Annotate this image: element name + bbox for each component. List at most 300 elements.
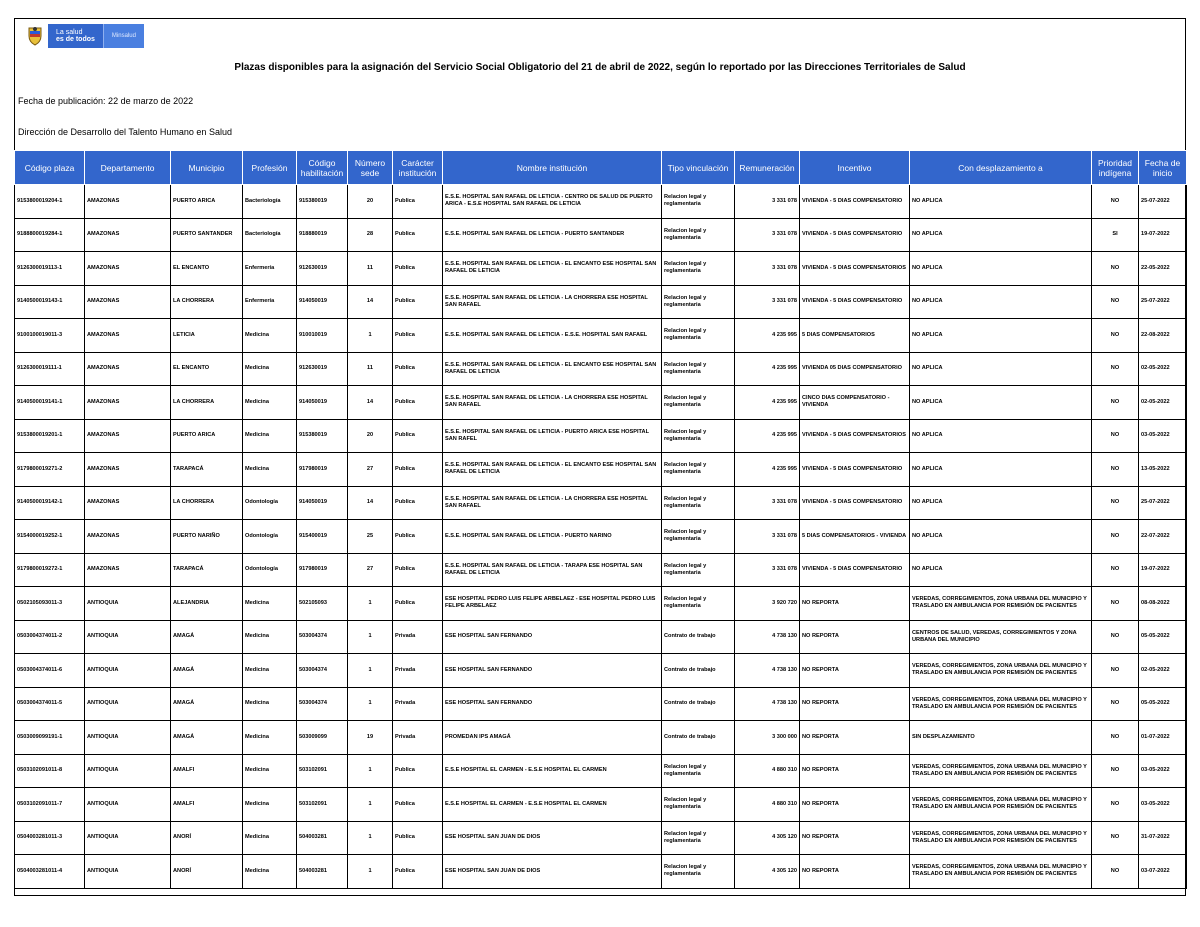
cell-caracter-institucion: Publica bbox=[393, 319, 443, 353]
cell-departamento: ANTIOQUIA bbox=[85, 721, 171, 755]
cell-caracter-institucion: Privada bbox=[393, 620, 443, 654]
cell-fecha-inicio: 02-05-2022 bbox=[1139, 352, 1187, 386]
cell-nombre-institucion: E.S.E. HOSPITAL SAN RAFAEL DE LETICIA - TARAPA ESE HOSPITAL SAN RAFAEL DE LETICIA bbox=[443, 553, 662, 587]
cell-tipo-vinculacion: Relacion legal y reglamentaria bbox=[662, 218, 735, 252]
cell-caracter-institucion: Privada bbox=[393, 687, 443, 721]
cell-codigo-habilitacion: 914050019 bbox=[297, 285, 348, 319]
cell-municipio: LA CHORRERA bbox=[171, 386, 243, 420]
cell-tipo-vinculacion: Relacion legal y reglamentaria bbox=[662, 285, 735, 319]
cell-municipio: AMALFI bbox=[171, 754, 243, 788]
cell-fecha-inicio: 25-07-2022 bbox=[1139, 486, 1187, 520]
cell-numero-sede: 1 bbox=[348, 855, 393, 889]
cell-fecha-inicio: 25-07-2022 bbox=[1139, 285, 1187, 319]
header-fecha-inicio: Fecha de inicio bbox=[1139, 151, 1187, 185]
cell-desplazamiento: NO APLICA bbox=[910, 218, 1092, 252]
cell-departamento: ANTIOQUIA bbox=[85, 654, 171, 688]
slogan-line-2: es de todos bbox=[56, 36, 95, 43]
cell-profesion: Medicina bbox=[243, 687, 297, 721]
cell-tipo-vinculacion: Relacion legal y reglamentaria bbox=[662, 587, 735, 621]
cell-numero-sede: 14 bbox=[348, 486, 393, 520]
cell-incentivo: NO REPORTA bbox=[800, 821, 910, 855]
cell-numero-sede: 19 bbox=[348, 721, 393, 755]
cell-desplazamiento: NO APLICA bbox=[910, 386, 1092, 420]
cell-profesion: Medicina bbox=[243, 386, 297, 420]
cell-prioridad-indigena: NO bbox=[1092, 754, 1139, 788]
cell-prioridad-indigena: NO bbox=[1092, 486, 1139, 520]
cell-profesion: Medicina bbox=[243, 855, 297, 889]
cell-codigo-plaza: 0503004374011-2 bbox=[15, 620, 85, 654]
cell-desplazamiento: VEREDAS, CORREGIMIENTOS, ZONA URBANA DEL MUNICIPIO Y TRASLADO EN AMBULANCIA POR REMISIÓN DE PACIENTES bbox=[910, 654, 1092, 688]
cell-departamento: ANTIOQUIA bbox=[85, 587, 171, 621]
cell-tipo-vinculacion: Relacion legal y reglamentaria bbox=[662, 419, 735, 453]
cell-caracter-institucion: Privada bbox=[393, 721, 443, 755]
cell-profesion: Medicina bbox=[243, 654, 297, 688]
cell-profesion: Medicina bbox=[243, 352, 297, 386]
cell-desplazamiento: NO APLICA bbox=[910, 285, 1092, 319]
cell-remuneracion: 4 235 995 bbox=[735, 453, 800, 487]
cell-numero-sede: 20 bbox=[348, 185, 393, 219]
cell-incentivo: NO REPORTA bbox=[800, 620, 910, 654]
cell-tipo-vinculacion: Contrato de trabajo bbox=[662, 721, 735, 755]
cell-departamento: AMAZONAS bbox=[85, 486, 171, 520]
cell-nombre-institucion: E.S.E. HOSPITAL SAN RAFAEL DE LETICIA - EL ENCANTO ESE HOSPITAL SAN RAFAEL DE LETICIA bbox=[443, 453, 662, 487]
cell-codigo-plaza: 9154000019252-1 bbox=[15, 520, 85, 554]
cell-remuneracion: 4 738 130 bbox=[735, 620, 800, 654]
table-row bbox=[15, 821, 1187, 855]
cell-numero-sede: 11 bbox=[348, 252, 393, 286]
cell-incentivo: VIVIENDA - 5 DIAS COMPENSATORIO bbox=[800, 218, 910, 252]
cell-prioridad-indigena: NO bbox=[1092, 553, 1139, 587]
header-codigo-plaza: Código plaza bbox=[15, 151, 85, 185]
cell-desplazamiento: NO APLICA bbox=[910, 319, 1092, 353]
cell-profesion: Medicina bbox=[243, 587, 297, 621]
cell-municipio: PUERTO ARICA bbox=[171, 419, 243, 453]
cell-departamento: AMAZONAS bbox=[85, 218, 171, 252]
table-row bbox=[15, 654, 1187, 688]
cell-prioridad-indigena: NO bbox=[1092, 386, 1139, 420]
header-incentivo: Incentivo bbox=[800, 151, 910, 185]
cell-codigo-habilitacion: 503004374 bbox=[297, 687, 348, 721]
cell-incentivo: VIVIENDA - 5 DIAS COMPENSATORIO bbox=[800, 553, 910, 587]
cell-numero-sede: 14 bbox=[348, 285, 393, 319]
cell-desplazamiento: SIN DESPLAZAMIENTO bbox=[910, 721, 1092, 755]
cell-incentivo: NO REPORTA bbox=[800, 721, 910, 755]
cell-codigo-plaza: 0503004374011-5 bbox=[15, 687, 85, 721]
cell-municipio: PUERTO NARIÑO bbox=[171, 520, 243, 554]
cell-codigo-habilitacion: 917980019 bbox=[297, 453, 348, 487]
cell-municipio: PUERTO ARICA bbox=[171, 185, 243, 219]
header-nombre-institucion: Nombre institución bbox=[443, 151, 662, 185]
cell-municipio: AMAGÁ bbox=[171, 721, 243, 755]
cell-codigo-plaza: 0503009099191-1 bbox=[15, 721, 85, 755]
cell-desplazamiento: CENTROS DE SALUD, VEREDAS, CORREGIMIENTOS Y ZONA URBANA DEL MUNICIPIO bbox=[910, 620, 1092, 654]
header-departamento: Departamento bbox=[85, 151, 171, 185]
cell-profesion: Medicina bbox=[243, 721, 297, 755]
cell-municipio: EL ENCANTO bbox=[171, 252, 243, 286]
cell-caracter-institucion: Publica bbox=[393, 788, 443, 822]
cell-codigo-plaza: 0504003281011-4 bbox=[15, 855, 85, 889]
cell-codigo-habilitacion: 503102091 bbox=[297, 788, 348, 822]
cell-codigo-habilitacion: 504003281 bbox=[297, 821, 348, 855]
cell-municipio: TARAPACÁ bbox=[171, 553, 243, 587]
cell-incentivo: 5 DIAS COMPENSATORIOS - VIVIENDA bbox=[800, 520, 910, 554]
cell-tipo-vinculacion: Contrato de trabajo bbox=[662, 620, 735, 654]
cell-desplazamiento: NO APLICA bbox=[910, 352, 1092, 386]
cell-numero-sede: 1 bbox=[348, 754, 393, 788]
cell-codigo-plaza: 9153800019201-1 bbox=[15, 419, 85, 453]
cell-codigo-plaza: 9179800019271-2 bbox=[15, 453, 85, 487]
cell-fecha-inicio: 01-07-2022 bbox=[1139, 721, 1187, 755]
cell-tipo-vinculacion: Relacion legal y reglamentaria bbox=[662, 821, 735, 855]
cell-fecha-inicio: 22-05-2022 bbox=[1139, 252, 1187, 286]
cell-tipo-vinculacion: Relacion legal y reglamentaria bbox=[662, 520, 735, 554]
cell-profesion: Medicina bbox=[243, 788, 297, 822]
cell-codigo-habilitacion: 910010019 bbox=[297, 319, 348, 353]
table-row bbox=[15, 620, 1187, 654]
cell-prioridad-indigena: NO bbox=[1092, 821, 1139, 855]
cell-departamento: AMAZONAS bbox=[85, 352, 171, 386]
cell-codigo-habilitacion: 915380019 bbox=[297, 419, 348, 453]
cell-codigo-plaza: 9179800019272-1 bbox=[15, 553, 85, 587]
cell-tipo-vinculacion: Contrato de trabajo bbox=[662, 654, 735, 688]
table-body bbox=[15, 185, 1187, 889]
cell-caracter-institucion: Publica bbox=[393, 252, 443, 286]
cell-numero-sede: 14 bbox=[348, 386, 393, 420]
cell-fecha-inicio: 03-05-2022 bbox=[1139, 419, 1187, 453]
cell-nombre-institucion: ESE HOSPITAL SAN FERNANDO bbox=[443, 687, 662, 721]
directorate-name: Dirección de Desarrollo del Talento Humano en Salud bbox=[18, 127, 232, 137]
cell-desplazamiento: NO APLICA bbox=[910, 520, 1092, 554]
table-row bbox=[15, 252, 1187, 286]
cell-codigo-plaza: 9140500019142-1 bbox=[15, 486, 85, 520]
cell-codigo-habilitacion: 503102091 bbox=[297, 754, 348, 788]
cell-codigo-habilitacion: 503004374 bbox=[297, 620, 348, 654]
cell-fecha-inicio: 02-05-2022 bbox=[1139, 654, 1187, 688]
table-row bbox=[15, 587, 1187, 621]
header-codigo-habilitacion: Código habilitación bbox=[297, 151, 348, 185]
cell-codigo-plaza: 0503004374011-6 bbox=[15, 654, 85, 688]
table-row bbox=[15, 319, 1187, 353]
header-desplazamiento: Con desplazamiento a bbox=[910, 151, 1092, 185]
table-row bbox=[15, 419, 1187, 453]
cell-codigo-habilitacion: 915400019 bbox=[297, 520, 348, 554]
cell-tipo-vinculacion: Relacion legal y reglamentaria bbox=[662, 788, 735, 822]
table-row bbox=[15, 453, 1187, 487]
cell-municipio: LA CHORRERA bbox=[171, 486, 243, 520]
cell-desplazamiento: VEREDAS, CORREGIMIENTOS, ZONA URBANA DEL MUNICIPIO Y TRASLADO EN AMBULANCIA POR REMISIÓN DE PACIENTES bbox=[910, 821, 1092, 855]
header-remuneracion: Remuneración bbox=[735, 151, 800, 185]
cell-departamento: ANTIOQUIA bbox=[85, 821, 171, 855]
cell-departamento: ANTIOQUIA bbox=[85, 855, 171, 889]
cell-fecha-inicio: 03-05-2022 bbox=[1139, 754, 1187, 788]
cell-tipo-vinculacion: Relacion legal y reglamentaria bbox=[662, 252, 735, 286]
cell-codigo-plaza: 9126300019111-1 bbox=[15, 352, 85, 386]
cell-caracter-institucion: Publica bbox=[393, 386, 443, 420]
cell-remuneracion: 4 305 120 bbox=[735, 821, 800, 855]
cell-profesion: Odontología bbox=[243, 486, 297, 520]
cell-codigo-plaza: 9188800019284-1 bbox=[15, 218, 85, 252]
cell-nombre-institucion: E.S.E. HOSPITAL SAN RAFAEL DE LETICIA - LA CHORRERA ESE HOSPITAL SAN RAFAEL bbox=[443, 285, 662, 319]
cell-remuneracion: 4 235 995 bbox=[735, 419, 800, 453]
cell-desplazamiento: VEREDAS, CORREGIMIENTOS, ZONA URBANA DEL MUNICIPIO Y TRASLADO EN AMBULANCIA POR REMISIÓN DE PACIENTES bbox=[910, 754, 1092, 788]
header-caracter-institucion: Carácter institución bbox=[393, 151, 443, 185]
cell-numero-sede: 27 bbox=[348, 453, 393, 487]
cell-caracter-institucion: Publica bbox=[393, 520, 443, 554]
cell-remuneracion: 3 331 078 bbox=[735, 486, 800, 520]
cell-caracter-institucion: Publica bbox=[393, 218, 443, 252]
cell-nombre-institucion: E.S.E. HOSPITAL SAN RAFAEL DE LETICIA - PUERTO NARINO bbox=[443, 520, 662, 554]
cell-incentivo: VIVIENDA - 5 DIAS COMPENSATORIOS bbox=[800, 419, 910, 453]
cell-fecha-inicio: 22-08-2022 bbox=[1139, 319, 1187, 353]
cell-remuneracion: 4 235 995 bbox=[735, 352, 800, 386]
cell-desplazamiento: VEREDAS, CORREGIMIENTOS, ZONA URBANA DEL MUNICIPIO Y TRASLADO EN AMBULANCIA POR REMISIÓN DE PACIENTES bbox=[910, 788, 1092, 822]
cell-departamento: ANTIOQUIA bbox=[85, 620, 171, 654]
cell-incentivo: NO REPORTA bbox=[800, 754, 910, 788]
cell-prioridad-indigena: NO bbox=[1092, 252, 1139, 286]
cell-profesion: Odontología bbox=[243, 520, 297, 554]
cell-fecha-inicio: 22-07-2022 bbox=[1139, 520, 1187, 554]
cell-numero-sede: 1 bbox=[348, 654, 393, 688]
cell-profesion: Medicina bbox=[243, 453, 297, 487]
cell-nombre-institucion: E.S.E HOSPITAL EL CARMEN - E.S.E HOSPITAL EL CARMEN bbox=[443, 754, 662, 788]
cell-caracter-institucion: Publica bbox=[393, 453, 443, 487]
cell-codigo-plaza: 9100100019011-3 bbox=[15, 319, 85, 353]
cell-desplazamiento: NO APLICA bbox=[910, 252, 1092, 286]
cell-municipio: ANORÍ bbox=[171, 855, 243, 889]
cell-nombre-institucion: ESE HOSPITAL SAN JUAN DE DIOS bbox=[443, 821, 662, 855]
cell-departamento: AMAZONAS bbox=[85, 252, 171, 286]
cell-departamento: AMAZONAS bbox=[85, 185, 171, 219]
cell-fecha-inicio: 02-05-2022 bbox=[1139, 386, 1187, 420]
cell-caracter-institucion: Publica bbox=[393, 821, 443, 855]
cell-incentivo: VIVIENDA - 5 DIAS COMPENSATORIO bbox=[800, 486, 910, 520]
cell-numero-sede: 25 bbox=[348, 520, 393, 554]
cell-departamento: AMAZONAS bbox=[85, 419, 171, 453]
cell-nombre-institucion: ESE HOSPITAL PEDRO LUIS FELIPE ARBELAEZ - ESE HOSPITAL PEDRO LUIS FELIPE ARBELAEZ bbox=[443, 587, 662, 621]
header-row bbox=[15, 151, 1187, 185]
cell-numero-sede: 1 bbox=[348, 687, 393, 721]
cell-numero-sede: 1 bbox=[348, 587, 393, 621]
cell-fecha-inicio: 25-07-2022 bbox=[1139, 185, 1187, 219]
coat-of-arms-icon bbox=[22, 24, 48, 48]
cell-codigo-habilitacion: 502105093 bbox=[297, 587, 348, 621]
cell-departamento: AMAZONAS bbox=[85, 553, 171, 587]
cell-tipo-vinculacion: Contrato de trabajo bbox=[662, 687, 735, 721]
cell-nombre-institucion: E.S.E. HOSPITAL SAN RAFAEL DE LETICIA - LA CHORRERA ESE HOSPITAL SAN RAFAEL bbox=[443, 486, 662, 520]
cell-numero-sede: 1 bbox=[348, 788, 393, 822]
cell-prioridad-indigena: NO bbox=[1092, 185, 1139, 219]
cell-departamento: AMAZONAS bbox=[85, 319, 171, 353]
cell-codigo-plaza: 9140500019143-1 bbox=[15, 285, 85, 319]
cell-departamento: ANTIOQUIA bbox=[85, 788, 171, 822]
cell-remuneracion: 3 331 078 bbox=[735, 218, 800, 252]
cell-fecha-inicio: 31-07-2022 bbox=[1139, 821, 1187, 855]
header-profesion: Profesión bbox=[243, 151, 297, 185]
slogan-block bbox=[48, 24, 103, 48]
cell-codigo-plaza: 9153800019204-1 bbox=[15, 185, 85, 219]
cell-nombre-institucion: E.S.E. HOSPITAL SAN RAFAEL DE LETICIA - PUERTO ARICA ESE HOSPITAL SAN RAFEL bbox=[443, 419, 662, 453]
cell-desplazamiento: VEREDAS, CORREGIMIENTOS, ZONA URBANA DEL MUNICIPIO Y TRASLADO EN AMBULANCIA POR REMISIÓN DE PACIENTES bbox=[910, 587, 1092, 621]
cell-codigo-habilitacion: 914050019 bbox=[297, 386, 348, 420]
cell-tipo-vinculacion: Relacion legal y reglamentaria bbox=[662, 855, 735, 889]
cell-caracter-institucion: Privada bbox=[393, 654, 443, 688]
cell-incentivo: NO REPORTA bbox=[800, 654, 910, 688]
cell-incentivo: CINCO DIAS COMPENSATORIO - VIVIENDA bbox=[800, 386, 910, 420]
cell-codigo-habilitacion: 504003281 bbox=[297, 855, 348, 889]
cell-incentivo: 5 DIAS COMPENSATORIOS bbox=[800, 319, 910, 353]
ministry-name: Minsalud bbox=[103, 24, 144, 48]
cell-fecha-inicio: 03-05-2022 bbox=[1139, 788, 1187, 822]
cell-tipo-vinculacion: Relacion legal y reglamentaria bbox=[662, 319, 735, 353]
page-title: Plazas disponibles para la asignación del Servicio Social Obligatorio del 21 de abril de 2022, según lo reportado por las Direcciones Territoriales de Salud bbox=[234, 62, 966, 73]
cell-nombre-institucion: E.S.E. HOSPITAL SAN RAFAEL DE LETICIA - E.S.E. HOSPITAL SAN RAFAEL bbox=[443, 319, 662, 353]
cell-tipo-vinculacion: Relacion legal y reglamentaria bbox=[662, 352, 735, 386]
cell-incentivo: VIVIENDA - 5 DIAS COMPENSATORIOS bbox=[800, 252, 910, 286]
cell-fecha-inicio: 19-07-2022 bbox=[1139, 218, 1187, 252]
cell-nombre-institucion: PROMEDAN IPS AMAGÁ bbox=[443, 721, 662, 755]
cell-caracter-institucion: Publica bbox=[393, 185, 443, 219]
cell-municipio: PUERTO SANTANDER bbox=[171, 218, 243, 252]
table-row bbox=[15, 520, 1187, 554]
cell-remuneracion: 3 331 078 bbox=[735, 252, 800, 286]
cell-remuneracion: 4 738 130 bbox=[735, 687, 800, 721]
cell-profesion: Bacteriología bbox=[243, 185, 297, 219]
cell-remuneracion: 3 331 078 bbox=[735, 553, 800, 587]
cell-nombre-institucion: ESE HOSPITAL SAN FERNANDO bbox=[443, 620, 662, 654]
cell-municipio: ALEJANDRIA bbox=[171, 587, 243, 621]
cell-desplazamiento: NO APLICA bbox=[910, 486, 1092, 520]
cell-caracter-institucion: Publica bbox=[393, 419, 443, 453]
table-row bbox=[15, 218, 1187, 252]
cell-fecha-inicio: 05-05-2022 bbox=[1139, 687, 1187, 721]
table-row bbox=[15, 553, 1187, 587]
cell-codigo-plaza: 0503102091011-7 bbox=[15, 788, 85, 822]
positions-table bbox=[14, 150, 1187, 889]
cell-codigo-habilitacion: 503004374 bbox=[297, 654, 348, 688]
cell-departamento: ANTIOQUIA bbox=[85, 754, 171, 788]
cell-municipio: TARAPACÁ bbox=[171, 453, 243, 487]
cell-tipo-vinculacion: Relacion legal y reglamentaria bbox=[662, 754, 735, 788]
cell-caracter-institucion: Publica bbox=[393, 587, 443, 621]
cell-codigo-plaza: 9126300019113-1 bbox=[15, 252, 85, 286]
cell-codigo-habilitacion: 912630019 bbox=[297, 352, 348, 386]
cell-prioridad-indigena: NO bbox=[1092, 285, 1139, 319]
cell-remuneracion: 3 331 078 bbox=[735, 285, 800, 319]
cell-tipo-vinculacion: Relacion legal y reglamentaria bbox=[662, 185, 735, 219]
cell-nombre-institucion: E.S.E. HOSPITAL SAN RAFAEL DE LETICIA - CENTRO DE SALUD DE PUERTO ARICA - E.S.E HOSPITAL SAN RAFAEL DE LETICIA bbox=[443, 185, 662, 219]
cell-fecha-inicio: 08-08-2022 bbox=[1139, 587, 1187, 621]
cell-prioridad-indigena: NO bbox=[1092, 687, 1139, 721]
cell-caracter-institucion: Publica bbox=[393, 285, 443, 319]
table-row bbox=[15, 687, 1187, 721]
cell-incentivo: NO REPORTA bbox=[800, 687, 910, 721]
cell-profesion: Medicina bbox=[243, 754, 297, 788]
cell-codigo-habilitacion: 917980019 bbox=[297, 553, 348, 587]
cell-codigo-habilitacion: 918880019 bbox=[297, 218, 348, 252]
cell-codigo-habilitacion: 912630019 bbox=[297, 252, 348, 286]
cell-remuneracion: 3 300 000 bbox=[735, 721, 800, 755]
cell-prioridad-indigena: SI bbox=[1092, 218, 1139, 252]
cell-prioridad-indigena: NO bbox=[1092, 520, 1139, 554]
cell-caracter-institucion: Publica bbox=[393, 486, 443, 520]
cell-municipio: AMAGÁ bbox=[171, 620, 243, 654]
cell-prioridad-indigena: NO bbox=[1092, 352, 1139, 386]
cell-tipo-vinculacion: Relacion legal y reglamentaria bbox=[662, 486, 735, 520]
cell-prioridad-indigena: NO bbox=[1092, 419, 1139, 453]
cell-profesion: Enfermería bbox=[243, 285, 297, 319]
cell-departamento: AMAZONAS bbox=[85, 520, 171, 554]
cell-codigo-habilitacion: 915380019 bbox=[297, 185, 348, 219]
cell-prioridad-indigena: NO bbox=[1092, 855, 1139, 889]
cell-numero-sede: 20 bbox=[348, 419, 393, 453]
cell-prioridad-indigena: NO bbox=[1092, 453, 1139, 487]
cell-profesion: Bacteriología bbox=[243, 218, 297, 252]
cell-caracter-institucion: Publica bbox=[393, 855, 443, 889]
cell-nombre-institucion: E.S.E. HOSPITAL SAN RAFAEL DE LETICIA - EL ENCANTO ESE HOSPITAL SAN RAFAEL DE LETICIA bbox=[443, 352, 662, 386]
cell-profesion: Medicina bbox=[243, 419, 297, 453]
cell-desplazamiento: NO APLICA bbox=[910, 185, 1092, 219]
cell-departamento: AMAZONAS bbox=[85, 453, 171, 487]
cell-incentivo: NO REPORTA bbox=[800, 788, 910, 822]
publication-date: Fecha de publicación: 22 de marzo de 2022 bbox=[18, 96, 194, 106]
header-prioridad-indigena: Prioridad indígena bbox=[1092, 151, 1139, 185]
cell-prioridad-indigena: NO bbox=[1092, 587, 1139, 621]
cell-incentivo: NO REPORTA bbox=[800, 587, 910, 621]
cell-remuneracion: 4 235 995 bbox=[735, 319, 800, 353]
cell-tipo-vinculacion: Relacion legal y reglamentaria bbox=[662, 553, 735, 587]
cell-incentivo: VIVIENDA 05 DIAS COMPENSATORIO bbox=[800, 352, 910, 386]
table-row bbox=[15, 788, 1187, 822]
cell-remuneracion: 4 880 310 bbox=[735, 788, 800, 822]
cell-profesion: Enfermería bbox=[243, 252, 297, 286]
cell-profesion: Medicina bbox=[243, 821, 297, 855]
cell-codigo-plaza: 0503102091011-8 bbox=[15, 754, 85, 788]
ministry-logo bbox=[22, 24, 144, 48]
cell-municipio: ANORÍ bbox=[171, 821, 243, 855]
cell-municipio: LA CHORRERA bbox=[171, 285, 243, 319]
cell-profesion: Medicina bbox=[243, 620, 297, 654]
cell-codigo-habilitacion: 503009099 bbox=[297, 721, 348, 755]
table-row bbox=[15, 185, 1187, 219]
cell-numero-sede: 1 bbox=[348, 620, 393, 654]
cell-municipio: LETICIA bbox=[171, 319, 243, 353]
cell-caracter-institucion: Publica bbox=[393, 352, 443, 386]
cell-remuneracion: 3 920 720 bbox=[735, 587, 800, 621]
cell-incentivo: VIVIENDA - 5 DIAS COMPENSATORIO bbox=[800, 453, 910, 487]
cell-nombre-institucion: E.S.E. HOSPITAL SAN RAFAEL DE LETICIA - LA CHORRERA ESE HOSPITAL SAN RAFAEL bbox=[443, 386, 662, 420]
header-tipo-vinculacion: Tipo vinculación bbox=[662, 151, 735, 185]
cell-fecha-inicio: 13-05-2022 bbox=[1139, 453, 1187, 487]
cell-remuneracion: 4 305 120 bbox=[735, 855, 800, 889]
cell-municipio: AMAGÁ bbox=[171, 654, 243, 688]
table-row bbox=[15, 721, 1187, 755]
cell-departamento: AMAZONAS bbox=[85, 285, 171, 319]
cell-prioridad-indigena: NO bbox=[1092, 654, 1139, 688]
cell-remuneracion: 3 331 078 bbox=[735, 520, 800, 554]
cell-incentivo: VIVIENDA - 5 DIAS COMPENSATORIO bbox=[800, 285, 910, 319]
cell-incentivo: VIVIENDA - 5 DIAS COMPENSATORIO bbox=[800, 185, 910, 219]
table-row bbox=[15, 855, 1187, 889]
cell-nombre-institucion: ESE HOSPITAL SAN JUAN DE DIOS bbox=[443, 855, 662, 889]
cell-remuneracion: 4 880 310 bbox=[735, 754, 800, 788]
cell-numero-sede: 1 bbox=[348, 821, 393, 855]
cell-nombre-institucion: E.S.E. HOSPITAL SAN RAFAEL DE LETICIA - PUERTO SANTANDER bbox=[443, 218, 662, 252]
table-row bbox=[15, 754, 1187, 788]
cell-fecha-inicio: 05-05-2022 bbox=[1139, 620, 1187, 654]
cell-nombre-institucion: E.S.E HOSPITAL EL CARMEN - E.S.E HOSPITAL EL CARMEN bbox=[443, 788, 662, 822]
cell-departamento: AMAZONAS bbox=[85, 386, 171, 420]
cell-numero-sede: 28 bbox=[348, 218, 393, 252]
